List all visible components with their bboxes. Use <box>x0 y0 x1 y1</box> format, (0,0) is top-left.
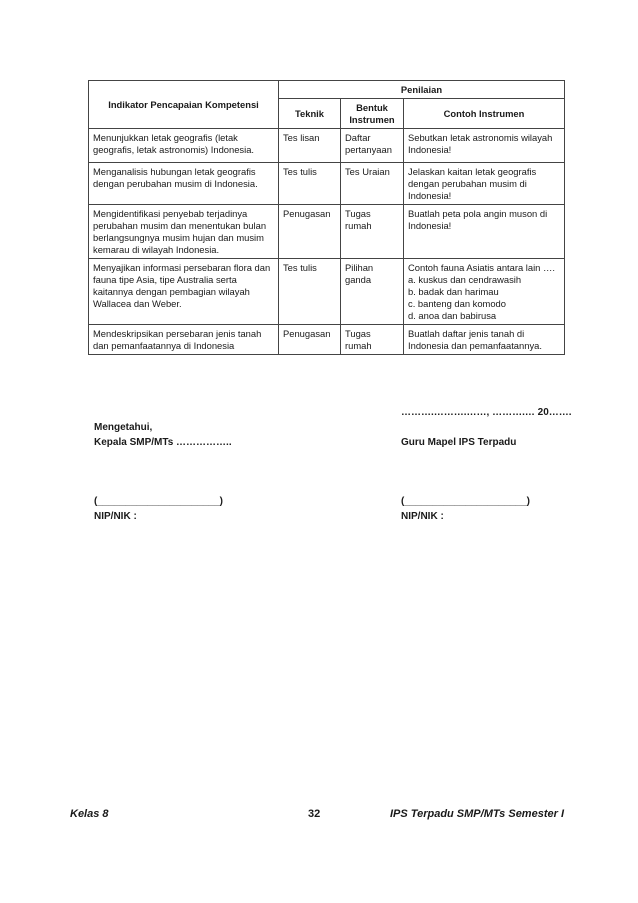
cell-teknik: Tes tulis <box>279 163 341 205</box>
date-line: ……….……….……, ……….… 20……. <box>401 407 572 418</box>
cell-bentuk: Daftar pertanyaan <box>341 129 404 163</box>
table-row <box>89 163 565 205</box>
cell-contoh: Buatlah daftar jenis tanah di Indonesia dan pemanfaatannya. <box>404 325 565 355</box>
assessment-table <box>88 80 565 355</box>
kepala-sekolah-label: Kepala SMP/MTs …………….. <box>94 437 232 448</box>
cell-bentuk: Tugas rumah <box>341 205 404 259</box>
cell-bentuk: Tes Uraian <box>341 163 404 205</box>
table-row <box>89 129 565 163</box>
header-contoh-instrumen: Contoh Instrumen <box>404 99 565 129</box>
mengetahui-label: Mengetahui, <box>94 422 153 433</box>
cell-contoh: Jelaskan kaitan letak geografis dengan perubahan musim di Indonesia! <box>404 163 565 205</box>
cell-indikator: Menunjukkan letak geografis (letak geografis, letak astronomis) Indonesia. <box>89 129 279 163</box>
cell-indikator: Menyajikan informasi persebaran flora dan fauna tipe Asia, tipe Australia serta kaitannya dengan pembagian wilayah Wallacea dan Weber. <box>89 259 279 325</box>
cell-teknik: Penugasan <box>279 205 341 259</box>
cell-teknik: Tes tulis <box>279 259 341 325</box>
table-row <box>89 205 565 259</box>
left-nip-label: NIP/NIK : <box>94 511 137 522</box>
footer-class-label: Kelas 8 <box>70 808 109 820</box>
table-row <box>89 259 565 325</box>
cell-bentuk: Pilihan ganda <box>341 259 404 325</box>
right-nip-label: NIP/NIK : <box>401 511 444 522</box>
cell-indikator: Mengidentifikasi penyebab terjadinya perubahan musim dan menentukan bulan berlangsungnya musim hujan dan musim kemarau di wilayah Indonesia. <box>89 205 279 259</box>
header-indikator: Indikator Pencapaian Kompetensi <box>89 81 279 129</box>
cell-indikator: Menganalisis hubungan letak geografis dengan perubahan musim di Indonesia. <box>89 163 279 205</box>
guru-mapel-label: Guru Mapel IPS Terpadu <box>401 437 517 448</box>
cell-contoh: Buatlah peta pola angin muson di Indonesia! <box>404 205 565 259</box>
header-teknik: Teknik <box>279 99 341 129</box>
header-penilaian: Penilaian <box>279 81 565 99</box>
cell-teknik: Tes lisan <box>279 129 341 163</box>
cell-bentuk: Tugas rumah <box>341 325 404 355</box>
header-bentuk-instrumen: Bentuk Instrumen <box>341 99 404 129</box>
cell-contoh: Sebutkan letak astronomis wilayah Indonesia! <box>404 129 565 163</box>
cell-indikator: Mendeskripsikan persebaran jenis tanah dan pemanfaatannya di Indonesia <box>89 325 279 355</box>
left-signature-line: (______________________) <box>94 496 224 507</box>
table-row <box>89 325 565 355</box>
page-number: 32 <box>308 808 321 820</box>
cell-teknik: Penugasan <box>279 325 341 355</box>
cell-contoh: Contoh fauna Asiatis antara lain …. a. kuskus dan cendrawasih b. badak dan harimau c. banteng dan komodo d. anoa dan babirusa <box>404 259 565 325</box>
right-signature-line: (______________________) <box>401 496 531 507</box>
footer-subject-label: IPS Terpadu SMP/MTs Semester I <box>389 808 564 820</box>
